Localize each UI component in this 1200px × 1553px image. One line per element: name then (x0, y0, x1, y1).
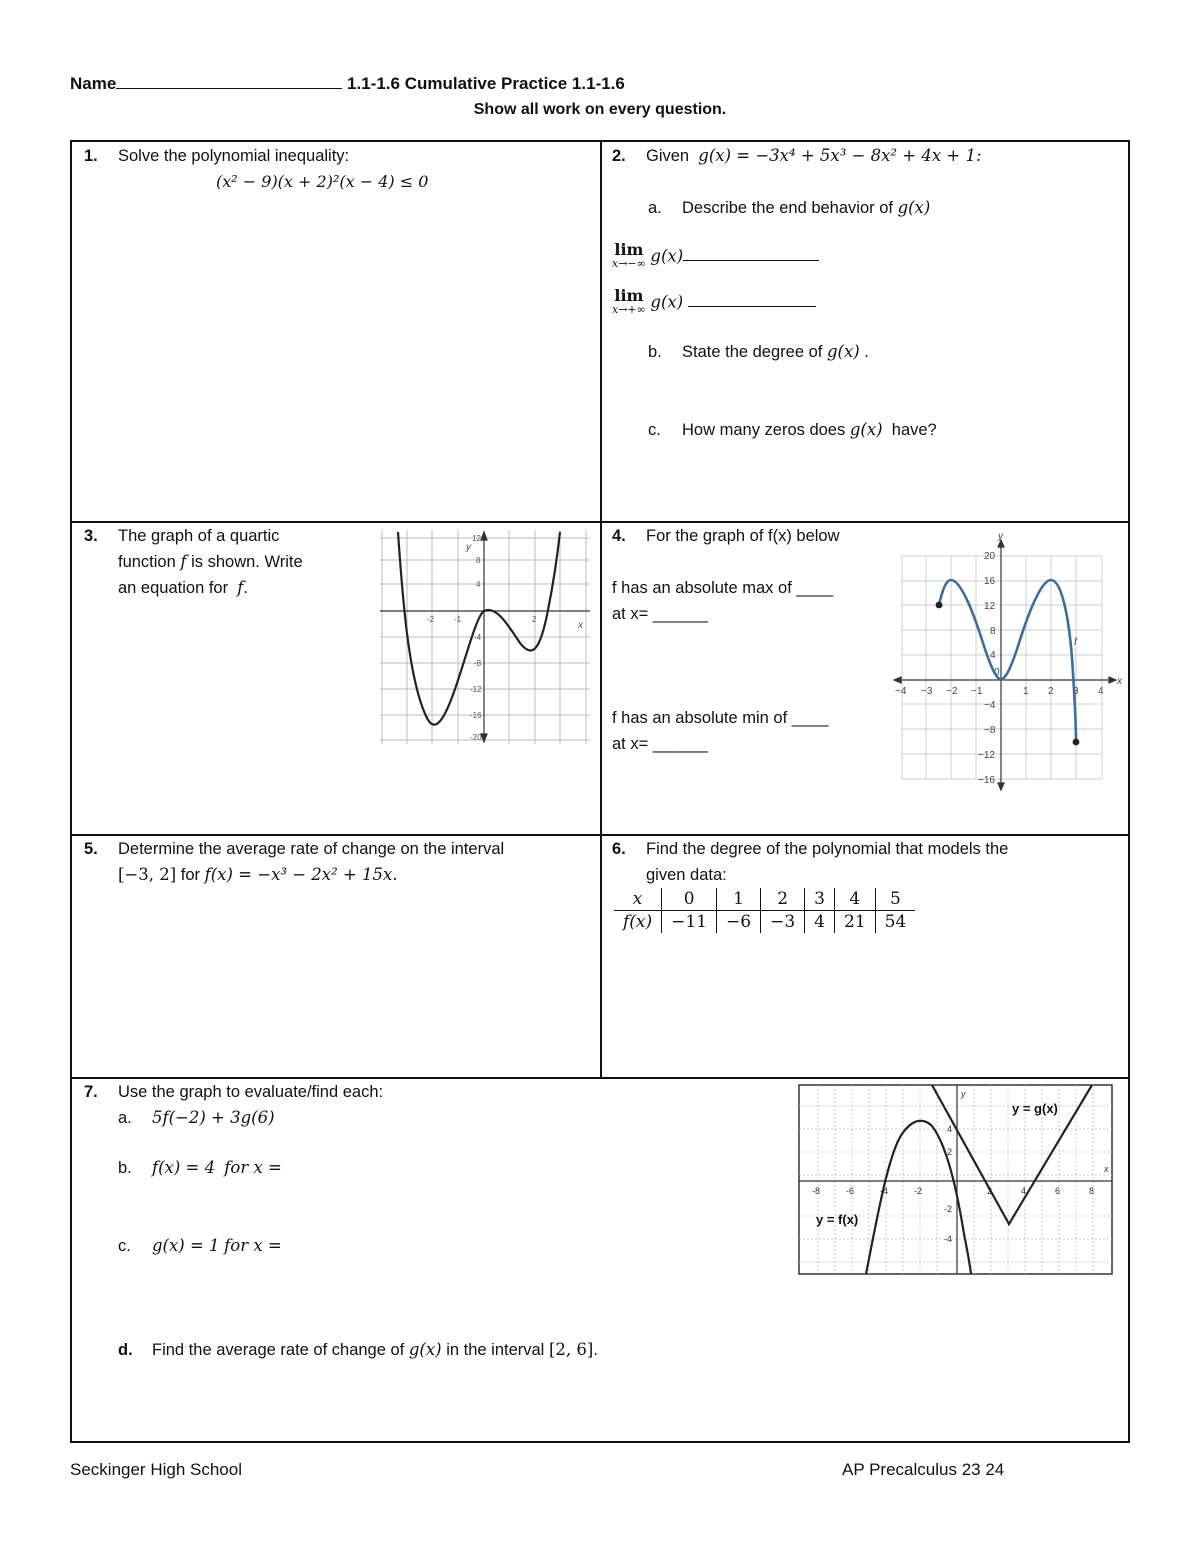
q2c-text: How many zeros does (682, 421, 846, 439)
table-row (614, 911, 915, 934)
x-tick: -8 (812, 1186, 821, 1196)
y-tick: -4 (944, 1234, 953, 1244)
q7a-expr: 5f(−2) + 3g(6) (152, 1108, 275, 1127)
table-cell: −6 (717, 911, 761, 934)
x-tick: −2 (946, 686, 958, 697)
x-tick: -6 (846, 1186, 855, 1196)
g-symbol: g(x) (650, 292, 684, 312)
answer-blank[interactable] (688, 292, 816, 307)
q2-given: Given (646, 147, 690, 165)
g-symbol: g(x) (650, 246, 684, 266)
graph-x-label: x (1104, 1164, 1109, 1174)
x-tick: −1 (971, 686, 983, 697)
q5-for: for (180, 866, 201, 884)
y-tick: −4 (984, 700, 996, 711)
f-label: y = f(x) (816, 1212, 859, 1227)
part-label: c. (648, 421, 661, 439)
y-tick: -2 (944, 1204, 953, 1214)
q5-function: f(x) = −x³ − 2x² + 15x. (204, 865, 398, 884)
table-header-cell: f(x) (623, 912, 653, 932)
x-tick: −3 (921, 686, 933, 697)
column-divider (600, 142, 602, 1078)
x-tick: −4 (895, 686, 907, 697)
x-tick: -1 (454, 615, 462, 624)
y-tick: 12 (984, 601, 996, 612)
limit-pos (612, 286, 1122, 317)
q4-prompt: For the graph of f(x) below (646, 527, 840, 545)
worksheet-header (70, 74, 625, 94)
table-cell: 1 (717, 888, 761, 911)
x-tick: 2 (987, 1186, 993, 1196)
data-table (614, 888, 915, 933)
x-tick: 4 (1098, 686, 1104, 697)
limit-neg (612, 240, 1122, 271)
y-tick: 8 (990, 626, 996, 637)
q7d-text: Find the average rate of change of (152, 1341, 405, 1359)
q4-max-at: at x= ______ (612, 605, 708, 623)
x-tick: -2 (914, 1186, 923, 1196)
q3-line3-end: . (243, 579, 248, 597)
x-tick: 4 (1021, 1186, 1027, 1196)
question-number: 5. (84, 840, 98, 858)
q5-interval: [−3, 2] (118, 865, 177, 884)
g-symbol: g(x) (897, 198, 931, 217)
q2b-text: State the degree of (682, 343, 823, 361)
q7c-expr: g(x) = 1 (152, 1236, 220, 1255)
footer-school: Seckinger High School (70, 1460, 242, 1479)
q6-line2: given data: (646, 866, 727, 884)
question-6 (612, 836, 1122, 888)
question-number: 2. (612, 147, 626, 165)
table-header-cell: x (614, 888, 662, 911)
graph-x-label: x (1117, 676, 1122, 687)
curve-label: f (1074, 637, 1077, 648)
question-7 (84, 1079, 804, 1363)
name-label: Name (70, 74, 117, 93)
y-tick: −16 (978, 775, 995, 786)
table-cell: 4 (835, 888, 876, 911)
table-cell: −3 (761, 911, 805, 934)
g-symbol: g(x) (826, 342, 860, 361)
name-blank[interactable] (116, 74, 342, 89)
question-3 (84, 523, 374, 601)
y-tick: -8 (474, 659, 482, 668)
table-cell: 21 (835, 911, 876, 934)
lim-word: lim (614, 286, 644, 305)
table-cell: 3 (805, 888, 835, 911)
f-symbol: f (180, 552, 187, 571)
q1-inequality: (x² − 9)(x + 2)²(x − 4) ≤ 0 (216, 172, 429, 191)
table-cell: −11 (662, 911, 717, 934)
x-tick: -2 (427, 615, 435, 624)
graph-y-label: y (998, 531, 1003, 542)
q7d-end: . (593, 1341, 598, 1359)
q7b-expr: f(x) = 4 (152, 1158, 216, 1177)
q3-line3: an equation for (118, 579, 229, 597)
q1-prompt: Solve the polynomial inequality: (118, 147, 350, 165)
q2a-text: Describe the end behavior of (682, 199, 893, 217)
lim-subscript: x→−∞ (612, 257, 646, 270)
x-tick: 2 (1048, 686, 1054, 697)
endpoint-right (1073, 739, 1080, 746)
question-number: 4. (612, 527, 626, 545)
table-cell: 0 (662, 888, 717, 911)
q4-min-at: at x= ______ (612, 735, 708, 753)
q7-prompt: Use the graph to evaluate/find each: (118, 1083, 384, 1101)
x-tick: 6 (1055, 1186, 1061, 1196)
worksheet-title: 1.1-1.6 Cumulative Practice 1.1-1.6 (347, 74, 625, 93)
endpoint-left (936, 602, 943, 609)
graph-x-label: x (578, 620, 583, 631)
question-number: 1. (84, 147, 98, 165)
graph-y-label: y (466, 542, 471, 553)
question-number: 3. (84, 527, 98, 545)
x-tick: 3 (1073, 686, 1079, 697)
part-label: b. (118, 1159, 132, 1177)
question-1 (84, 143, 428, 195)
q7d-interval: [2, 6] (548, 1340, 594, 1359)
q4-min-line: f has an absolute min of ____ (612, 709, 829, 727)
question-5 (84, 836, 594, 888)
y-tick: 4 (990, 650, 996, 661)
x-tick: 8 (1089, 1186, 1095, 1196)
x-tick: 0 (994, 667, 1000, 678)
x-tick: 2 (532, 615, 537, 624)
question-number: 6. (612, 840, 626, 858)
quartic-graph (380, 530, 592, 746)
y-tick: −12 (978, 750, 995, 761)
y-tick: 4 (476, 580, 481, 589)
g-symbol: g(x) (849, 420, 883, 439)
f-and-g-graph (798, 1084, 1114, 1276)
g-label: y = g(x) (1012, 1101, 1058, 1116)
lim-word: lim (614, 240, 644, 259)
q2b-end: . (864, 343, 869, 361)
question-2 (612, 143, 1122, 443)
y-tick: 12 (472, 534, 481, 543)
table-cell: 54 (875, 911, 915, 934)
y-tick: -16 (470, 711, 482, 720)
table-cell: 5 (875, 888, 915, 911)
q5-line1: Determine the average rate of change on the interval (118, 840, 505, 858)
part-label: b. (648, 343, 662, 361)
part-label: a. (118, 1109, 132, 1127)
y-tick: 16 (984, 576, 996, 587)
q2-function: g(x) = −3x⁴ + 5x³ − 8x² + 4x + 1: (698, 146, 982, 165)
table-row (614, 888, 915, 911)
x-tick: 1 (1023, 686, 1029, 697)
q3-line1: The graph of a quartic (118, 527, 280, 545)
g-symbol: g(x) (408, 1340, 442, 1359)
instructions: Show all work on every question. (473, 101, 727, 118)
graph-y-label: y (961, 1089, 966, 1099)
f-curve (939, 580, 1076, 742)
q7c-tail: for x = (224, 1236, 282, 1255)
y-tick: 20 (984, 551, 996, 562)
lim-subscript: x→+∞ (612, 303, 646, 316)
y-tick: −8 (984, 725, 996, 736)
f-graph (888, 528, 1126, 796)
x-tick: -4 (880, 1186, 889, 1196)
table-cell: 2 (761, 888, 805, 911)
q2c-end: have? (891, 421, 937, 439)
y-tick: -12 (470, 685, 482, 694)
y-tick: 4 (947, 1124, 953, 1134)
f-symbol: f (237, 578, 244, 597)
part-label: a. (648, 199, 662, 217)
answer-blank[interactable] (683, 246, 819, 261)
y-tick: 8 (476, 556, 481, 565)
y-tick: 2 (947, 1147, 953, 1157)
q7b-tail: for x = (224, 1158, 282, 1177)
q3-line2b: is shown. Write (191, 553, 303, 571)
y-tick: -4 (474, 633, 482, 642)
q6-line1: Find the degree of the polynomial that models the (646, 840, 1009, 858)
footer-course: AP Precalculus 23 24 (842, 1460, 1005, 1479)
table-cell: 4 (805, 911, 835, 934)
part-label: c. (118, 1237, 131, 1255)
y-tick: -20 (470, 733, 482, 742)
part-label: d. (118, 1341, 133, 1359)
question-number: 7. (84, 1083, 98, 1101)
q7d-mid: in the interval (446, 1341, 545, 1359)
question-4 (612, 523, 902, 757)
q3-line2a: function (118, 553, 176, 571)
q4-max-line: f has an absolute max of ____ (612, 579, 834, 597)
